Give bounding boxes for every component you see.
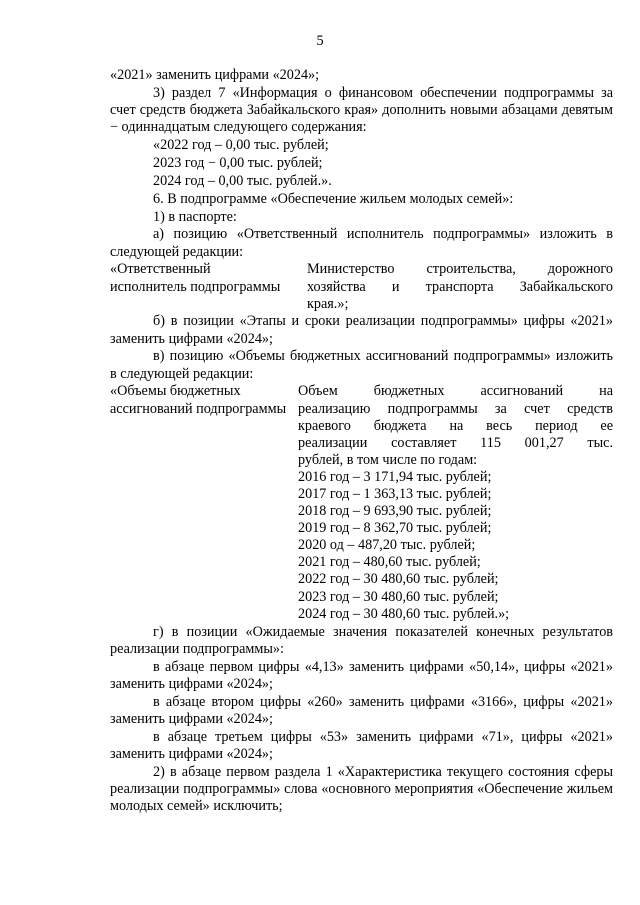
table-cell-value — [307, 261, 613, 312]
paragraph: 1) в паспорте: — [153, 208, 237, 225]
table-cell-label — [110, 261, 307, 312]
table-cell-line: реализацию подпрограммы за счет средств — [298, 400, 613, 417]
paragraph: а) позицию «Ответственный исполнитель подпрограммы» изложить в следующей редакции: — [110, 226, 613, 260]
paragraph: «2022 год – 0,00 тыс. рублей; — [153, 136, 329, 153]
table-cell-line: «Объемы бюджетных — [110, 383, 241, 400]
table-cell-line: краевого бюджета на весь период ее — [298, 417, 613, 434]
paragraph: г) в позиции «Ожидаемые значения показателей конечных результатов реализации подпрограммы»: — [110, 623, 613, 657]
table-cell-line: 2020 од – 487,20 тыс. рублей; — [298, 537, 476, 554]
paragraph: в) позицию «Объемы бюджетных ассигнований подпрограммы» изложить в следующей редакции: — [110, 348, 613, 382]
document-body — [110, 67, 613, 816]
table-cell-line: 2018 год – 9 693,90 тыс. рублей; — [298, 503, 492, 520]
table-cell-line: 2019 год – 8 362,70 тыс. рублей; — [298, 520, 492, 537]
paragraph: в абзаце первом цифры «4,13» заменить цифрами «50,14», цифры «2021» заменить цифрами «2024»; — [110, 658, 613, 692]
table-row-responsible-executor — [110, 261, 613, 312]
paragraph: «2021» заменить цифрами «2024»; — [110, 67, 320, 83]
table-cell-line: Объем бюджетных ассигнований на — [298, 383, 613, 400]
table-cell-line: 2021 год – 480,60 тыс. рублей; — [298, 554, 481, 571]
table-cell-line: 2022 год – 30 480,60 тыс. рублей; — [298, 571, 499, 588]
table-cell-line: 2023 год – 30 480,60 тыс. рублей; — [298, 588, 499, 605]
table-cell-line: реализации составляет 115 001,27 тыс. — [298, 434, 613, 451]
table-cell-line: 2024 год – 30 480,60 тыс. рублей.»; — [298, 605, 510, 622]
table-cell-line: исполнитель подпрограммы — [110, 278, 281, 295]
paragraph: б) в позиции «Этапы и сроки реализации подпрограммы» цифры «2021» заменить цифрами «2024»; — [110, 313, 613, 347]
table-cell-line: рублей, в том числе по годам: — [298, 451, 478, 468]
table-cell-line: 2017 год – 1 363,13 тыс. рублей; — [298, 486, 492, 503]
table-cell-line: «Ответственный — [110, 261, 211, 278]
paragraph: 2) в абзаце первом раздела 1 «Характеристика текущего состояния сферы реализации подпрограммы» слова «основного мероприятия «Обеспечение жильем молодых семей» исключить; — [110, 763, 613, 814]
table-cell-line: Министерство строительства, дорожного — [307, 261, 613, 278]
table-cell-line: 2016 год – 3 171,94 тыс. рублей; — [298, 468, 492, 485]
paragraph: 2023 год − 0,00 тыс. рублей; — [153, 154, 323, 171]
paragraph: 6. В подпрограмме «Обеспечение жильем молодых семей»: — [153, 190, 514, 207]
paragraph: 3) раздел 7 «Информация о финансовом обеспечении подпрограммы за счет средств бюджета Забайкальского края» дополнить новыми абзацами девятым − одиннадцатым следующего содержания: — [110, 84, 613, 136]
table-cell-line: ассигнований подпрограммы — [110, 400, 287, 417]
table-cell-line: хозяйства и транспорта Забайкальского — [307, 278, 613, 295]
table-cell-line: края.»; — [307, 295, 349, 312]
table-cell-label — [110, 383, 298, 622]
paragraph: в абзаце втором цифры «260» заменить цифрами «3166», цифры «2021» заменить цифрами «2024»; — [110, 693, 613, 727]
table-cell-value — [298, 383, 613, 622]
table-row-budget-allocations — [110, 383, 613, 622]
paragraph: 2024 год – 0,00 тыс. рублей.». — [153, 172, 332, 189]
page-number: 5 — [316, 33, 324, 49]
paragraph: в абзаце третьем цифры «53» заменить цифрами «71», цифры «2021» заменить цифрами «2024»; — [110, 728, 613, 762]
